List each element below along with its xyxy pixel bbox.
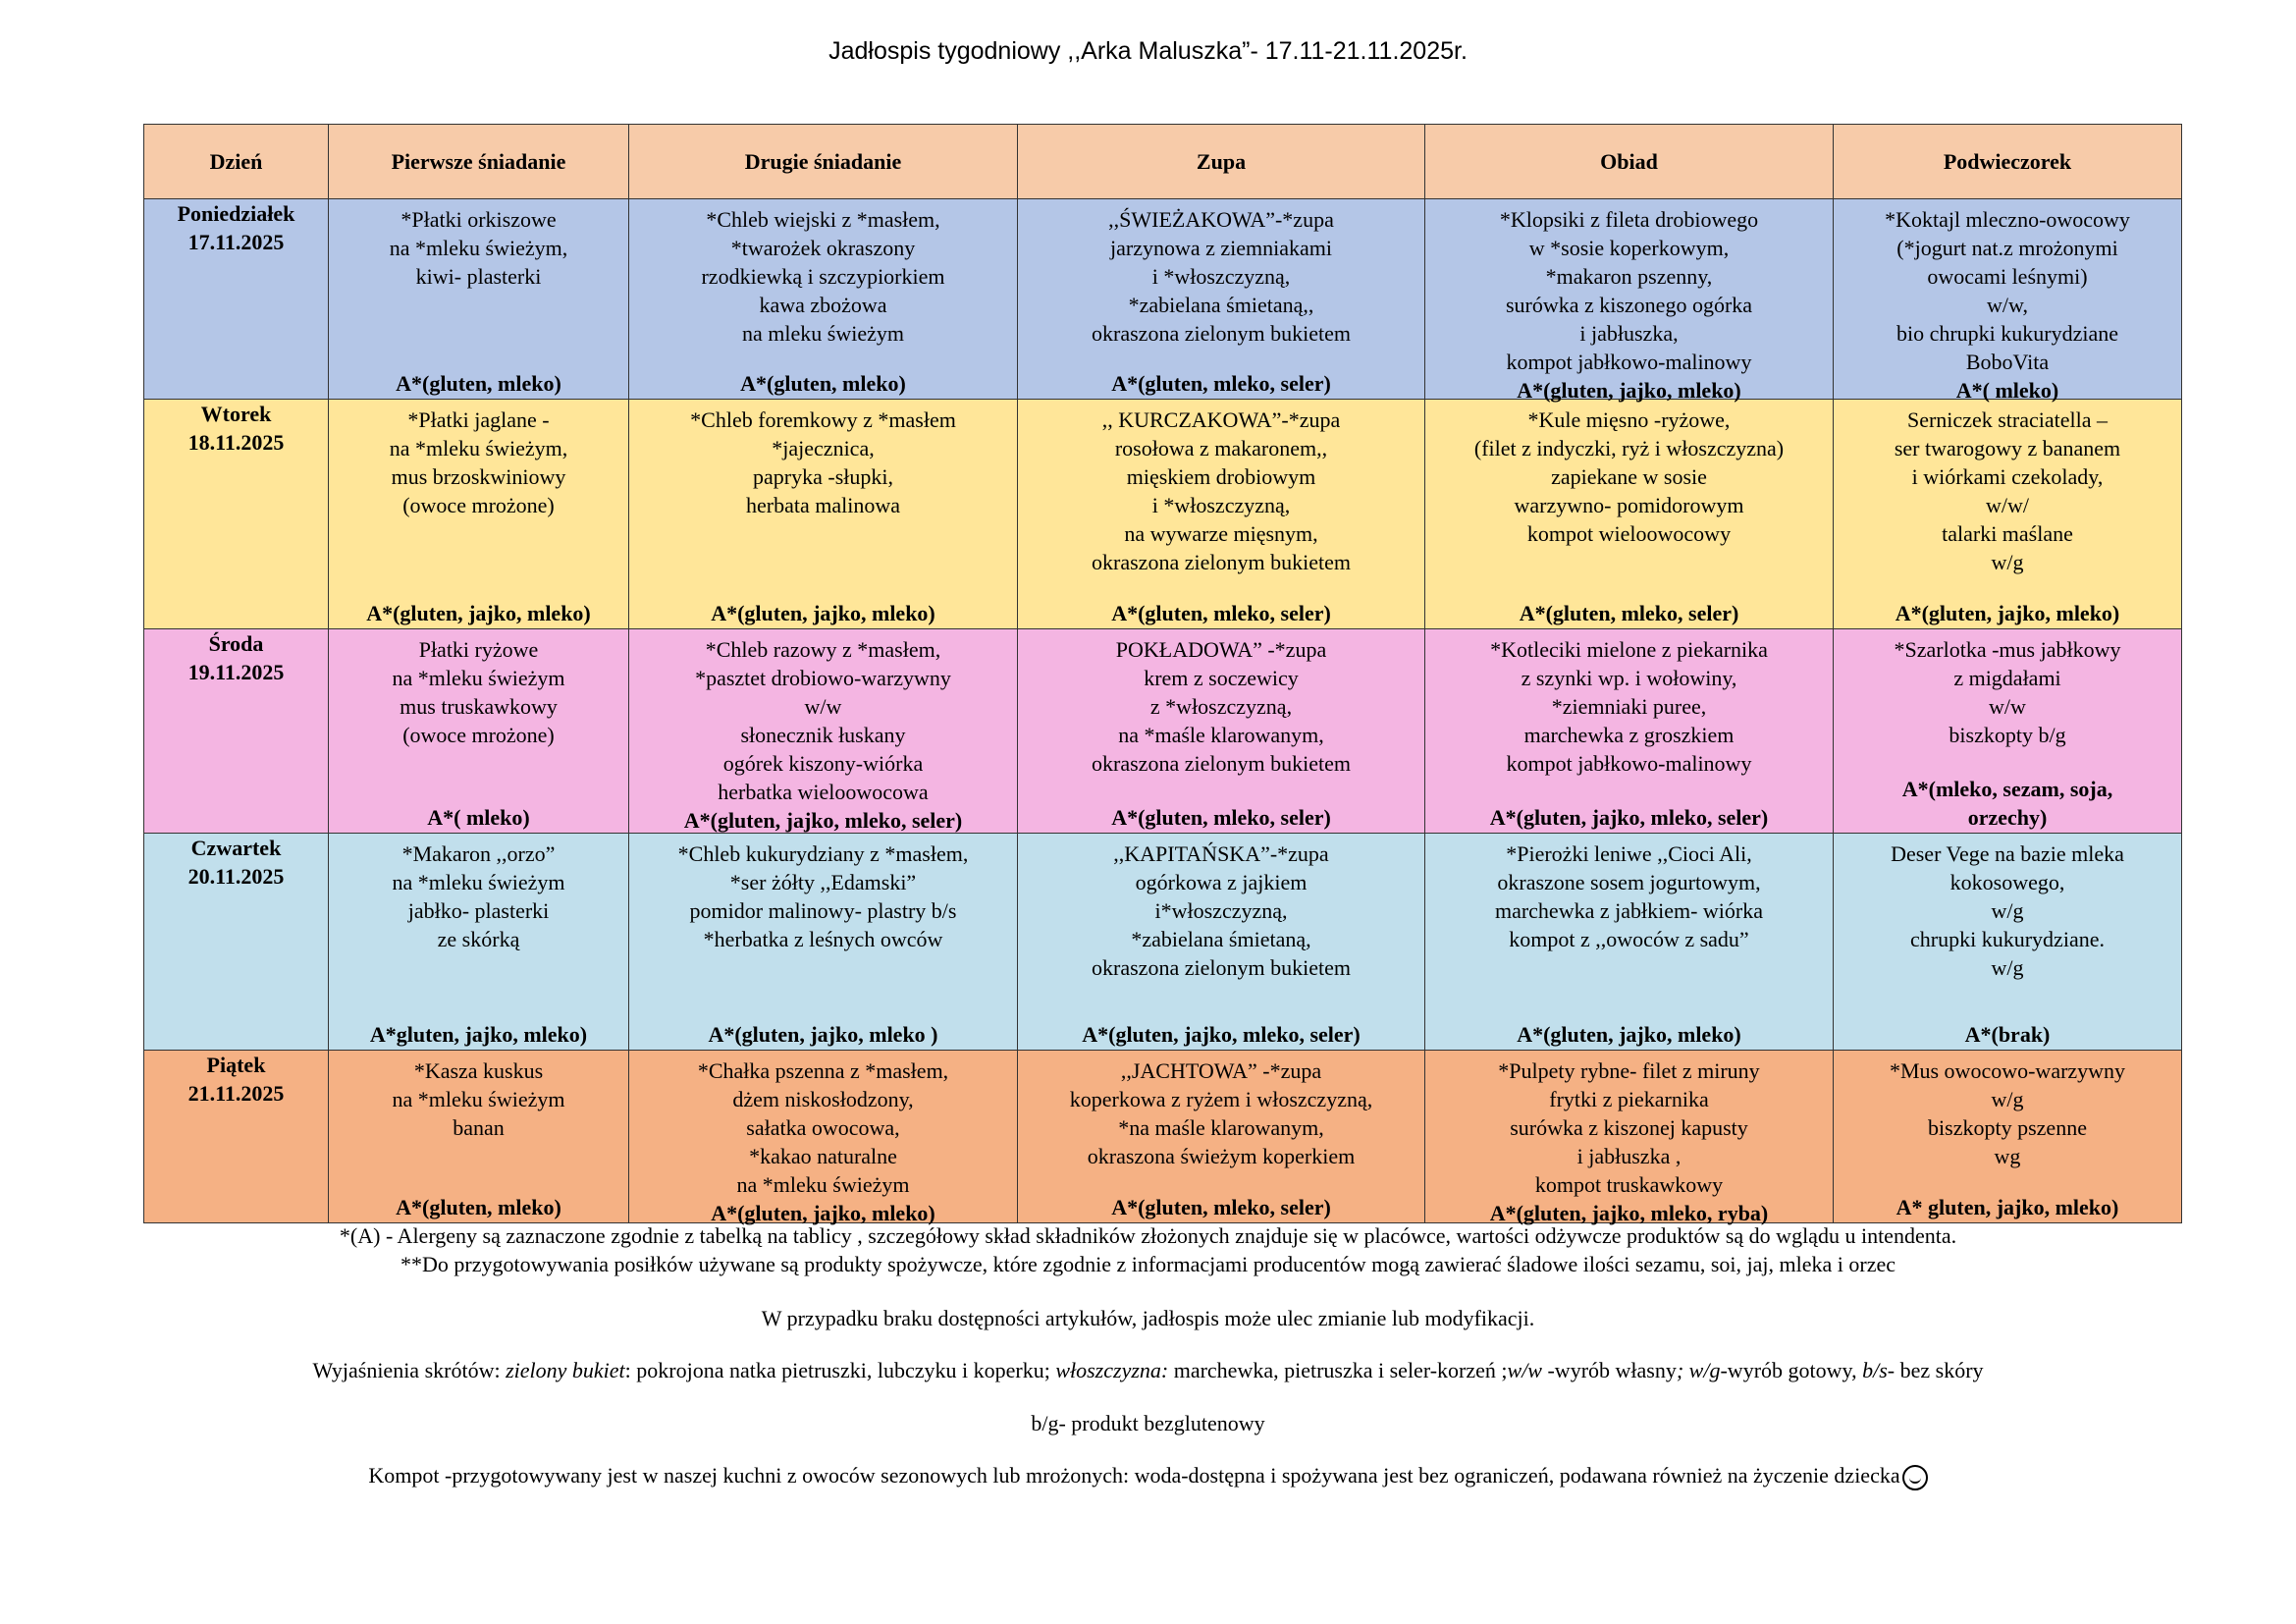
meal-line: *Pulpety rybne- filet z miruny bbox=[1498, 1057, 1760, 1083]
meal-line: w/g bbox=[1991, 954, 2024, 980]
meal-line: z szynki wp. i wołowiny, bbox=[1521, 665, 1737, 690]
meal-line: surówka z kiszonej kapusty bbox=[1510, 1114, 1748, 1140]
header-row bbox=[144, 125, 2182, 199]
meal-line: *Chałka pszenna z *masłem, bbox=[697, 1057, 949, 1083]
allergen-label: A*(brak) bbox=[1964, 1021, 2051, 1047]
meal-line: kompot z ,,owoców z sadu” bbox=[1509, 926, 1749, 951]
meal-line: *zabielana śmietaną,, bbox=[1128, 292, 1314, 317]
meal-line: (owoce mrożone) bbox=[402, 722, 555, 747]
meal-line: (*jogurt nat.z mrożonymi bbox=[1896, 235, 2118, 260]
meal-line: w/w bbox=[1989, 693, 2026, 719]
day-row bbox=[144, 199, 2182, 400]
meal-line: i *włoszczyzną, bbox=[1151, 263, 1291, 289]
meal-cell-breakfast bbox=[329, 629, 629, 834]
meal-line: z *włoszczyzną, bbox=[1149, 693, 1293, 719]
allergen-label: A*(gluten, jajko, mleko, seler) bbox=[683, 807, 963, 833]
day-date: 21.11.2025 bbox=[187, 1081, 285, 1106]
meal-line: okraszona zielonym bukietem bbox=[1092, 549, 1351, 574]
meal-line: *Pierożki leniwe ,,Cioci Ali, bbox=[1506, 840, 1752, 866]
meal-line: pomidor malinowy- plastry b/s bbox=[689, 897, 957, 923]
meal-cell-soup bbox=[1018, 834, 1425, 1051]
meal-line: *Chleb razowy z *masłem, bbox=[705, 636, 941, 662]
abbr-term-ww: w/w bbox=[1507, 1358, 1542, 1382]
meal-line: dżem niskosłodzony, bbox=[732, 1086, 914, 1111]
meal-line: ogórkowa z jajkiem bbox=[1135, 869, 1308, 894]
meal-line: *makaron pszenny, bbox=[1545, 263, 1713, 289]
meal-line: mus brzoskwiniowy bbox=[391, 463, 566, 489]
day-cell bbox=[144, 400, 329, 629]
meal-line: na *mleku świeżym, bbox=[389, 435, 568, 460]
header-snack: Podwieczorek bbox=[1834, 125, 2182, 199]
meal-cell-dinner bbox=[1425, 199, 1834, 403]
day-date: 20.11.2025 bbox=[187, 864, 285, 889]
meal-cell-soup bbox=[1018, 199, 1425, 400]
meal-line: *na maśle klarowanym, bbox=[1118, 1114, 1324, 1140]
meal-line: *jajecznica, bbox=[772, 435, 875, 460]
meal-line: Serniczek straciatella – bbox=[1906, 406, 2108, 432]
meal-line: *ziemniaki puree, bbox=[1551, 693, 1707, 719]
meal-line: w/w/ bbox=[1986, 492, 2029, 517]
allergen-label: A*(gluten, mleko, seler) bbox=[1519, 600, 1739, 625]
meal-line: *Chleb foremkowy z *masłem bbox=[690, 406, 956, 432]
meal-line: *pasztet drobiowo-warzywny bbox=[695, 665, 951, 690]
day-name: Środa bbox=[208, 631, 264, 656]
abbr-text-wloszczyzna: marchewka, pietruszka i seler-korzeń ; bbox=[1168, 1358, 1508, 1382]
change-note-text: W przypadku braku dostępności artykułów, jadłospis może ulec zmianie lub modyfikacji. bbox=[761, 1306, 1535, 1330]
allergen-label: A*(gluten, mleko, seler) bbox=[1111, 804, 1331, 830]
meal-line: *Chleb kukurydziany z *masłem, bbox=[677, 840, 969, 866]
meal-cell-snack bbox=[1834, 834, 2182, 1051]
page-title: Jadłospis tygodniowy ,,Arka Maluszka”- 17.11-21.11.2025r. bbox=[828, 37, 1468, 65]
abbr-text-bs: - bez skóry bbox=[1887, 1358, 1984, 1382]
meal-line: chrupki kukurydziane. bbox=[1910, 926, 2105, 951]
meal-line: i jabłuszka, bbox=[1579, 320, 1679, 346]
meal-line: *kakao naturalne bbox=[749, 1143, 897, 1168]
smiley-face-icon bbox=[1902, 1465, 1928, 1490]
abbr-prefix: Wyjaśnienia skrótów: bbox=[312, 1358, 507, 1382]
meal-line: *Makaron ,,orzo” bbox=[401, 840, 556, 866]
meal-line: BoboVita bbox=[1965, 349, 2050, 374]
allergen-label: A*(gluten, mleko) bbox=[396, 1194, 561, 1219]
allergen-label: A*(gluten, mleko, seler) bbox=[1111, 1194, 1331, 1219]
allergen-label: A*(gluten, jajko, mleko ) bbox=[708, 1021, 938, 1047]
meal-line: marchewka z jabłkiem- wiórka bbox=[1494, 897, 1764, 923]
day-name: Piątek bbox=[206, 1053, 266, 1077]
meal-line: wg bbox=[1994, 1143, 2021, 1168]
allergen-label: A*(gluten, jajko, mleko) bbox=[366, 600, 591, 625]
meal-cell-breakfast bbox=[329, 400, 629, 629]
meal-line: talarki maślane bbox=[1942, 520, 2073, 546]
meal-line: herbatka wieloowocowa bbox=[718, 779, 929, 804]
meal-line: kompot wieloowocowy bbox=[1526, 520, 1732, 546]
day-date: 17.11.2025 bbox=[187, 230, 285, 254]
allergen-label: A*gluten, jajko, mleko) bbox=[369, 1021, 588, 1047]
meal-line: (filet z indyczki, ryż i włoszczyzna) bbox=[1473, 435, 1785, 460]
meal-line: ser twarogowy z bananem bbox=[1894, 435, 2121, 460]
trace-note: **Do przygotowywania posiłków używane są produkty spożywcze, które zgodnie z informacjami producentów mogą zawierać śladowe ilości sezamu, soi, jaj, mleka i orzec bbox=[400, 1252, 1896, 1276]
meal-line: w/w, bbox=[1987, 292, 2028, 317]
meal-line: banan bbox=[453, 1114, 505, 1140]
meal-line: na *mleku świeżym bbox=[392, 869, 565, 894]
meal-line: bio chrupki kukurydziane bbox=[1896, 320, 2119, 346]
meal-line: w *sosie koperkowym, bbox=[1528, 235, 1730, 260]
gluten-free-note: b/g- produkt bezglutenowy bbox=[1031, 1411, 1265, 1435]
day-cell bbox=[144, 199, 329, 400]
allergen-label: A*(gluten, mleko, seler) bbox=[1111, 370, 1331, 396]
meal-line: na wywarze mięsnym, bbox=[1124, 520, 1318, 546]
day-name: Czwartek bbox=[190, 836, 282, 860]
day-row bbox=[144, 400, 2182, 629]
meal-line: (owoce mrożone) bbox=[402, 492, 555, 517]
meal-line: *twarożek okraszony bbox=[730, 235, 916, 260]
meal-line: na *maśle klarowanym, bbox=[1118, 722, 1324, 747]
allergen-label: A*(gluten, jajko, mleko, seler) bbox=[1082, 1021, 1361, 1047]
meal-line: okraszone sosem jogurtowym, bbox=[1497, 869, 1761, 894]
meal-line: kokosowego, bbox=[1949, 869, 2065, 894]
day-date: 18.11.2025 bbox=[187, 430, 285, 455]
meal-cell-breakfast bbox=[329, 199, 629, 400]
day-row bbox=[144, 629, 2182, 834]
meal-cell-snack bbox=[1834, 199, 2182, 403]
meal-cell-dinner bbox=[1425, 629, 1834, 834]
meal-line: w/g bbox=[1991, 897, 2024, 923]
meal-cell-second-breakfast bbox=[629, 1051, 1018, 1223]
meal-line: okraszona zielonym bukietem bbox=[1092, 750, 1351, 776]
meal-line: *zabielana śmietaną, bbox=[1131, 926, 1311, 951]
header-second-breakfast: Drugie śniadanie bbox=[629, 125, 1018, 199]
meal-line: rzodkiewką i szczypiorkiem bbox=[701, 263, 945, 289]
allergen-label: A* gluten, jajko, mleko) bbox=[1896, 1194, 2119, 1219]
meal-line: biszkopty pszenne bbox=[1928, 1114, 2087, 1140]
meal-line: ze skórką bbox=[437, 926, 520, 951]
menu-table bbox=[143, 124, 2182, 1223]
meal-line: warzywno- pomidorowym bbox=[1514, 492, 1744, 517]
meal-line: herbata malinowa bbox=[746, 492, 900, 517]
meal-line: krem z soczewicy bbox=[1144, 665, 1299, 690]
header-day: Dzień bbox=[144, 125, 329, 199]
allergen-label: A*(gluten, jajko, mleko) bbox=[1517, 1021, 1741, 1047]
meal-line: na *mleku świeżym bbox=[736, 1171, 910, 1197]
day-date: 19.11.2025 bbox=[187, 660, 285, 684]
meal-cell-breakfast bbox=[329, 1051, 629, 1223]
meal-line: kompot jabłkowo-malinowy bbox=[1506, 349, 1752, 374]
meal-line: na *mleku świeżym bbox=[392, 1086, 565, 1111]
abbr-term-wg: ; w/g bbox=[1676, 1358, 1721, 1382]
meal-line: okraszona zielonym bukietem bbox=[1092, 320, 1351, 346]
meal-line: Deser Vege na bazie mleka bbox=[1891, 840, 2124, 866]
meal-cell-dinner bbox=[1425, 400, 1834, 629]
meal-line: w/w bbox=[804, 693, 842, 719]
meal-line: *Chleb wiejski z *masłem, bbox=[706, 206, 940, 232]
meal-line: sałatka owocowa, bbox=[746, 1114, 900, 1140]
abbr-text-wg: -wyrób gotowy, bbox=[1720, 1358, 1863, 1382]
meal-cell-dinner bbox=[1425, 834, 1834, 1051]
meal-line: *Płatki jaglane - bbox=[407, 406, 550, 432]
allergen-label: A*( mleko) bbox=[427, 804, 530, 830]
allergen-label: A*(gluten, jajko, mleko, ryba) bbox=[1489, 1200, 1769, 1225]
allergen-label: A*(gluten, jajko, mleko) bbox=[1895, 600, 2120, 625]
meal-line: i jabłuszka , bbox=[1576, 1143, 1682, 1168]
meal-line: zapiekane w sosie bbox=[1551, 463, 1707, 489]
meal-cell-soup bbox=[1018, 629, 1425, 834]
abbr-term-bs: b/s bbox=[1862, 1358, 1888, 1382]
meal-line: i *włoszczyzną, bbox=[1151, 492, 1291, 517]
meal-line: *Szarlotka -mus jabłkowy bbox=[1894, 636, 2121, 662]
allergen-label: A*(gluten, jajko, mleko) bbox=[711, 1200, 935, 1225]
meal-line: z migdałami bbox=[1953, 665, 2061, 690]
meal-line: ,,JACHTOWA” -*zupa bbox=[1120, 1057, 1322, 1083]
meal-line: *ser żółty ,,Edamski” bbox=[729, 869, 917, 894]
meal-line: na mleku świeżym bbox=[742, 320, 904, 346]
meal-line: *Kule mięsno -ryżowe, bbox=[1527, 406, 1731, 432]
day-cell bbox=[144, 629, 329, 834]
allergen-label: A*(gluten, jajko, mleko) bbox=[1517, 377, 1741, 403]
meal-cell-snack bbox=[1834, 400, 2182, 629]
header-soup: Zupa bbox=[1018, 125, 1425, 199]
meal-cell-soup bbox=[1018, 1051, 1425, 1223]
meal-line: *Mus owocowo-warzywny bbox=[1889, 1057, 2126, 1083]
day-cell bbox=[144, 834, 329, 1051]
meal-line: *Koktajl mleczno-owocowy bbox=[1885, 206, 2130, 232]
abbr-term-wloszczyzna: włoszczyzna: bbox=[1055, 1358, 1169, 1382]
meal-line: kompot jabłkowo-malinowy bbox=[1506, 750, 1752, 776]
meal-line: okraszona zielonym bukietem bbox=[1092, 954, 1351, 980]
header-breakfast: Pierwsze śniadanie bbox=[329, 125, 629, 199]
allergen-label: A*(gluten, jajko, mleko) bbox=[711, 600, 935, 625]
day-name: Wtorek bbox=[200, 402, 272, 426]
meal-cell-snack bbox=[1834, 1051, 2182, 1223]
meal-line: Płatki ryżowe bbox=[418, 636, 539, 662]
meal-cell-soup bbox=[1018, 400, 1425, 629]
meal-line: owocami leśnymi) bbox=[1927, 263, 2088, 289]
abbr-text-bukiet: : pokrojona natka pietruszki, lubczyku i koperku; bbox=[624, 1358, 1056, 1382]
meal-line: kawa zbożowa bbox=[759, 292, 887, 317]
abbr-text-ww: -wyrób własny bbox=[1541, 1358, 1677, 1382]
meal-line: biszkopty b/g bbox=[1949, 722, 2066, 747]
meal-line: rosołowa z makaronem,, bbox=[1114, 435, 1328, 460]
allergen-label: A*(gluten, mleko, seler) bbox=[1111, 600, 1331, 625]
meal-line: surówka z kiszonego ogórka bbox=[1505, 292, 1753, 317]
meal-line: na *mleku świeżym bbox=[392, 665, 565, 690]
meal-line: jabłko- plasterki bbox=[407, 897, 550, 923]
meal-line: koperkowa z ryżem i włoszczyzną, bbox=[1069, 1086, 1373, 1111]
day-cell bbox=[144, 1051, 329, 1223]
allergen-note: *(A) - Alergeny są zaznaczone zgodnie z tabelką na tablicy , szczegółowy skład składników złożonych znajduje się w placówce, wartości odżywcze produktów są do wglądu u intendenta. bbox=[339, 1223, 1957, 1248]
header-dinner: Obiad bbox=[1425, 125, 1834, 199]
allergen-label: A*(gluten, mleko) bbox=[740, 370, 906, 396]
meal-cell-snack bbox=[1834, 629, 2182, 834]
day-row bbox=[144, 1051, 2182, 1223]
meal-line: mus truskawkowy bbox=[400, 693, 558, 719]
meal-cell-second-breakfast bbox=[629, 400, 1018, 629]
meal-cell-breakfast bbox=[329, 834, 629, 1051]
change-note bbox=[0, 1306, 2296, 1331]
meal-line: i wiórkami czekolady, bbox=[1911, 463, 2104, 489]
meal-line: w/g bbox=[1991, 549, 2024, 574]
meal-line: słonecznik łuskany bbox=[740, 722, 906, 747]
meal-line: *herbatka z leśnych owców bbox=[703, 926, 943, 951]
abbr-term-bukiet: zielony bukiet bbox=[506, 1358, 625, 1382]
meal-cell-second-breakfast bbox=[629, 199, 1018, 400]
meal-line: okraszona świeżym koperkiem bbox=[1087, 1143, 1356, 1168]
meal-line: marchewka z groszkiem bbox=[1523, 722, 1735, 747]
meal-cell-second-breakfast bbox=[629, 834, 1018, 1051]
meal-line: *Płatki orkiszowe bbox=[400, 206, 557, 232]
meal-line: i*włoszczyzną, bbox=[1154, 897, 1288, 923]
meal-line: papryka -słupki, bbox=[753, 463, 893, 489]
allergen-label: A*(gluten, jajko, mleko, seler) bbox=[1489, 804, 1769, 830]
meal-line: *Kasza kuskus bbox=[413, 1057, 544, 1083]
day-name: Poniedziałek bbox=[177, 201, 295, 226]
meal-line: jarzynowa z ziemniakami bbox=[1109, 235, 1332, 260]
meal-line: ,,ŚWIEŻAKOWA”-*zupa bbox=[1108, 206, 1334, 232]
day-row bbox=[144, 834, 2182, 1051]
abbreviations-note bbox=[0, 1358, 2296, 1383]
meal-line: w/g bbox=[1991, 1086, 2024, 1111]
meal-line: na *mleku świeżym, bbox=[389, 235, 568, 260]
meal-cell-dinner bbox=[1425, 1051, 1834, 1223]
meal-line: ogórek kiszony-wiórka bbox=[722, 750, 924, 776]
allergen-label: A*( mleko) bbox=[1955, 377, 2059, 403]
compote-note-text: Kompot -przygotowywany jest w naszej kuchni z owoców sezonowych lub mrożonych: woda-dostępna i spożywana jest bez ograniczeń, podawana również na życzenie dziecka bbox=[368, 1463, 1900, 1488]
meal-line: ,,KAPITAŃSKA”-*zupa bbox=[1113, 840, 1329, 866]
meal-line: kompot truskawkowy bbox=[1534, 1171, 1724, 1197]
allergen-label: A*(gluten, mleko) bbox=[396, 370, 561, 396]
compote-note bbox=[0, 1463, 2296, 1490]
meal-line: POKŁADOWA” -*zupa bbox=[1115, 636, 1327, 662]
meal-line: frytki z piekarnika bbox=[1549, 1086, 1709, 1111]
meal-line: *Klopsiki z fileta drobiowego bbox=[1499, 206, 1759, 232]
meal-line: ,, KURCZAKOWA”-*zupa bbox=[1101, 406, 1341, 432]
meal-cell-second-breakfast bbox=[629, 629, 1018, 834]
meal-line: kiwi- plasterki bbox=[415, 263, 542, 289]
allergen-label: A*(mleko, sezam, soja, orzechy) bbox=[1901, 776, 2113, 830]
meal-line: mięskiem drobiowym bbox=[1126, 463, 1316, 489]
meal-line: *Kotleciki mielone z piekarnika bbox=[1490, 636, 1768, 662]
